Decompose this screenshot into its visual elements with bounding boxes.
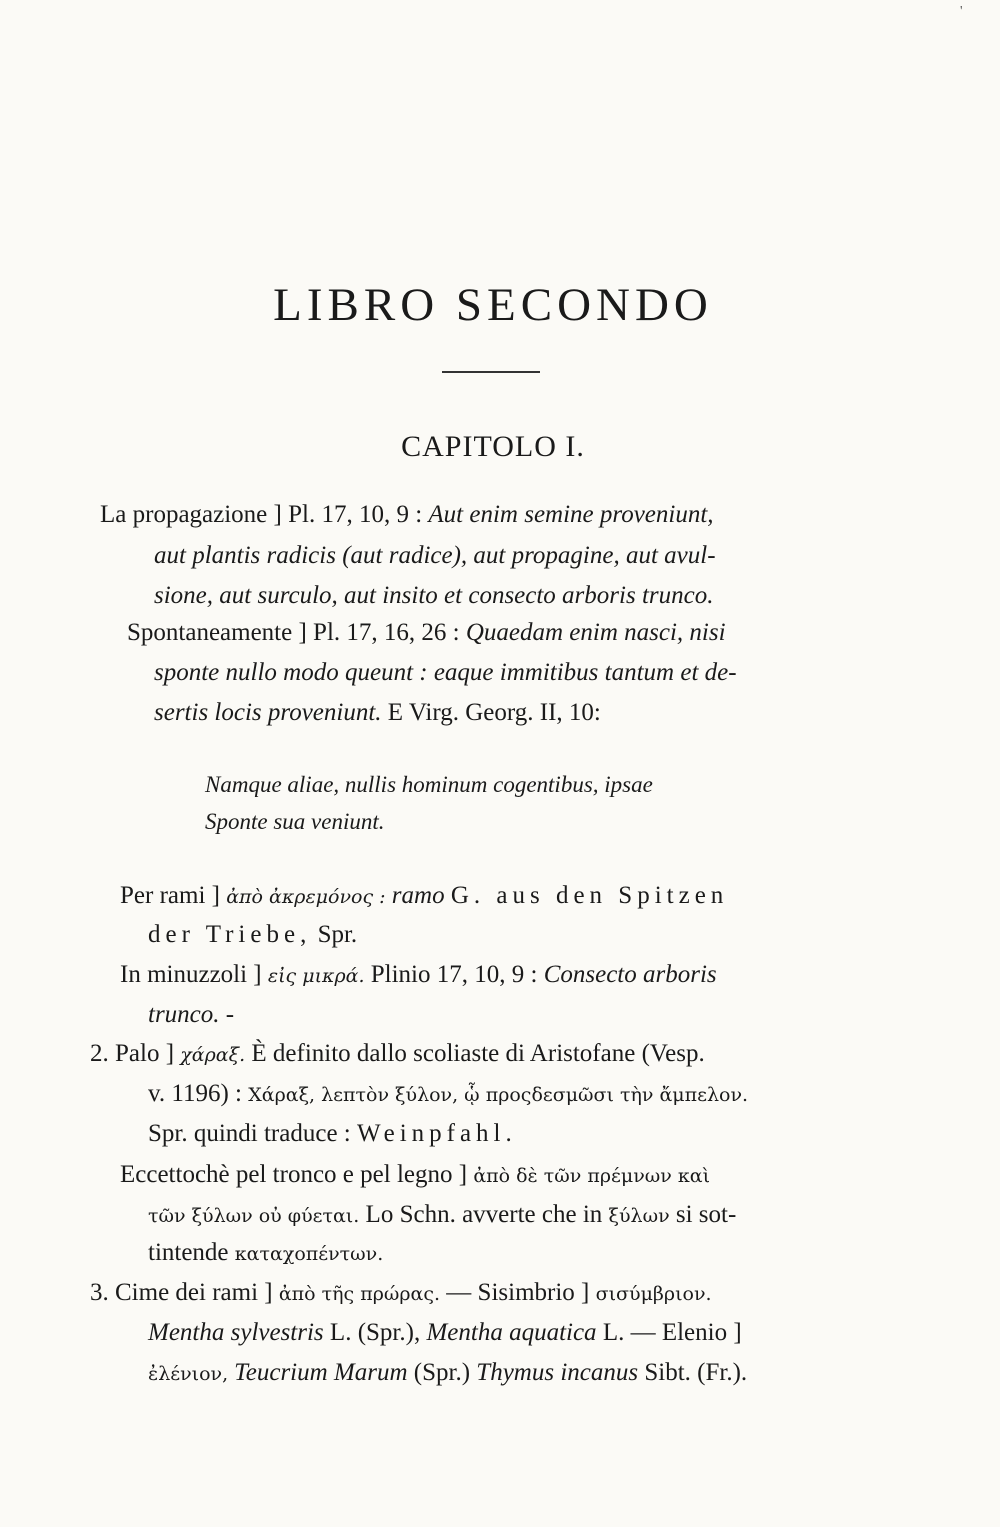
note-cime-line-3 bbox=[148, 1358, 747, 1389]
note-minuzzoli-line-2: trunco. - bbox=[148, 1001, 235, 1028]
note-propagazione-line-3: sione, aut surculo, aut insito et consecto arboris trunco. bbox=[154, 582, 714, 609]
reference-text: L. (Spr.), bbox=[323, 1319, 427, 1346]
commentary-text: si sot- bbox=[669, 1201, 737, 1228]
german-text: der Triebe, bbox=[148, 921, 312, 948]
lemma-text: Spontaneamente ] Pl. 17, 16, 26 : bbox=[127, 619, 466, 646]
note-cime-line-2 bbox=[148, 1318, 742, 1348]
reference-text: v. 1196) : bbox=[148, 1080, 249, 1107]
book-title: LIBRO SECONDO bbox=[273, 279, 713, 331]
note-eccettoche-line-2 bbox=[148, 1200, 736, 1231]
note-propagazione-line-1 bbox=[100, 500, 714, 530]
verse-line-1: Namque aliae, nullis hominum cogentibus, ipsae bbox=[205, 772, 653, 797]
commentary-text: È definito dallo scoliaste di Aristofane (Vesp. bbox=[245, 1040, 705, 1067]
greek-text: σισύμβριον. bbox=[595, 1283, 712, 1305]
lemma-text: In minuzzoli ] bbox=[120, 961, 268, 988]
note-spontaneamente-line-1 bbox=[127, 618, 726, 648]
note-eccettoche-line-1 bbox=[120, 1160, 710, 1191]
lemma-text: 3. Cime dei rami ] bbox=[90, 1279, 279, 1306]
lemma-text: Per rami ] bbox=[120, 882, 227, 909]
greek-text: εἰς μικρά. bbox=[267, 965, 365, 987]
chapter-title: CAPITOLO I. bbox=[401, 430, 585, 463]
reference-text: Spr. bbox=[311, 921, 358, 948]
lemma-text: Eccettochè pel tronco e pel legno ] bbox=[120, 1161, 474, 1188]
note-palo-line-2 bbox=[148, 1079, 748, 1110]
corner-mark: ' bbox=[960, 4, 963, 19]
greek-text: ἀπὸ δὲ τῶν πρέμνων καὶ bbox=[473, 1165, 711, 1187]
latin-quote: Consecto arboris bbox=[543, 961, 717, 988]
german-text: G. aus den Spitzen bbox=[450, 882, 729, 909]
note-spontaneamente-line-3 bbox=[154, 698, 601, 728]
species-name: Mentha aquatica bbox=[426, 1319, 597, 1346]
species-name: Thymus incanus bbox=[476, 1359, 639, 1386]
commentary-text: tintende bbox=[148, 1239, 235, 1266]
latin-quote: sertis locis proveniunt. bbox=[154, 699, 382, 726]
reference-text: Plinio 17, 10, 9 : bbox=[364, 961, 544, 988]
species-name: Teucrium Marum bbox=[234, 1359, 408, 1386]
lemma-text: 2. Palo ] bbox=[90, 1040, 181, 1067]
title-rule bbox=[442, 371, 540, 373]
reference-text: E Virg. Georg. II, 10: bbox=[381, 699, 601, 726]
note-per-rami-line-2 bbox=[148, 920, 357, 950]
german-text: Weinpfahl. bbox=[357, 1120, 517, 1147]
note-spontaneamente-line-2: sponte nullo modo queunt : eaque immitibus tantum et de- bbox=[154, 659, 737, 686]
greek-text: τῶν ξύλων οὐ φύεται. bbox=[148, 1205, 360, 1227]
note-palo-line-1 bbox=[90, 1039, 705, 1070]
greek-text: καταχοπέντων. bbox=[234, 1243, 384, 1265]
note-palo-line-3 bbox=[148, 1119, 517, 1149]
note-per-rami-line-1 bbox=[120, 881, 728, 912]
reference-text: Sibt. (Fr.). bbox=[638, 1359, 748, 1386]
commentary-text: Spr. quindi traduce : bbox=[148, 1120, 357, 1147]
latin-quote: Aut enim semine proveniunt, bbox=[428, 501, 714, 528]
greek-text: ἀπὸ τῆς πρώρας. bbox=[278, 1283, 441, 1305]
note-cime-line-1 bbox=[90, 1278, 712, 1309]
species-name: Mentha sylvestris bbox=[148, 1319, 324, 1346]
translation-text: ramo bbox=[385, 882, 451, 909]
greek-text: ἐλένιον, bbox=[148, 1363, 235, 1385]
verse-line-2: Sponte sua veniunt. bbox=[205, 809, 385, 834]
note-propagazione-line-2: aut plantis radicis (aut radice), aut propagine, aut avul- bbox=[154, 542, 716, 569]
greek-text: ξύλων bbox=[608, 1205, 670, 1227]
note-eccettoche-line-3 bbox=[148, 1238, 383, 1269]
greek-text: χάραξ. bbox=[180, 1044, 246, 1066]
lemma-text: — Sisimbrio ] bbox=[440, 1279, 596, 1306]
greek-text: Χάραξ, λεπτὸν ξύλον, ᾧ προςδεσμῶσι τὴν ἄμπελον. bbox=[248, 1084, 749, 1106]
lemma-text: L. — Elenio ] bbox=[596, 1319, 742, 1346]
latin-quote: Quaedam enim nasci, nisi bbox=[465, 619, 726, 646]
reference-text: (Spr.) bbox=[407, 1359, 477, 1386]
commentary-text: Lo Schn. avverte che in bbox=[359, 1201, 609, 1228]
greek-text: ἀπὸ ἀκρεμόνος : bbox=[226, 886, 386, 908]
lemma-text: La propagazione ] Pl. 17, 10, 9 : bbox=[100, 501, 429, 528]
note-minuzzoli-line-1 bbox=[120, 960, 717, 991]
